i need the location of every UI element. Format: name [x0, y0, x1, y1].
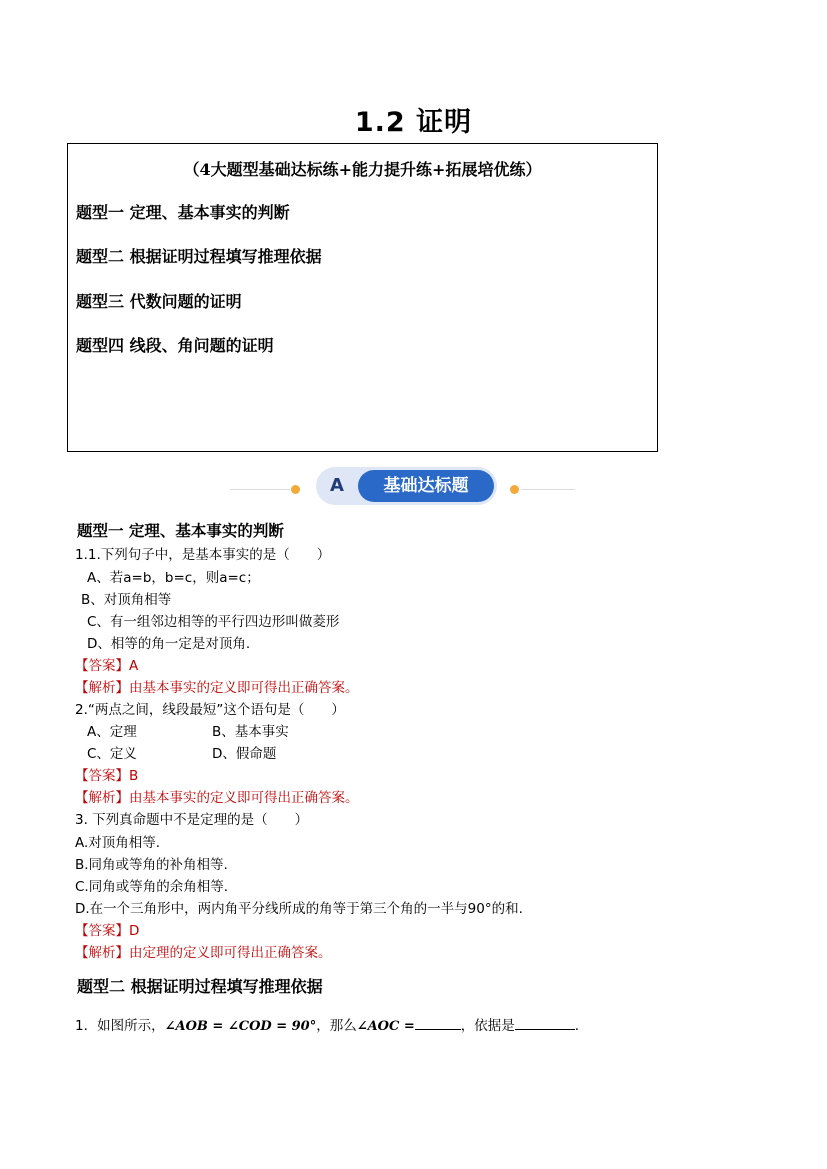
- angle-aoc-expression: ∠AOC =: [356, 1019, 415, 1034]
- option-d: D、相等的角一定是对顶角.: [87, 636, 251, 652]
- answer-line: [75, 654, 138, 674]
- analysis-text: 由定理的定义即可得出正确答案。: [129, 945, 332, 961]
- banner-divider-right: [521, 489, 575, 490]
- banner-pill: [316, 467, 497, 505]
- option-a: A、定理: [87, 724, 137, 740]
- page-title: 1.2 证明: [354, 107, 473, 138]
- option-c: C、定义: [87, 746, 137, 762]
- answer-value: D: [129, 923, 140, 939]
- banner-letter: A: [330, 475, 344, 496]
- analysis-text: 由基本事实的定义即可得出正确答案。: [129, 680, 359, 696]
- option-a: A、若a=b，b=c，则a=c；: [87, 570, 260, 586]
- analysis-tag: 【解析】: [75, 945, 129, 961]
- answer-line: [75, 919, 139, 939]
- banner-divider-left: [230, 489, 290, 490]
- section-banner: [230, 466, 575, 506]
- option-b: B、基本事实: [212, 724, 289, 740]
- analysis-line: [75, 676, 359, 696]
- question-mid: ，那么: [316, 1018, 357, 1034]
- option-c: C.同角或等角的余角相等.: [75, 879, 229, 895]
- question-stem: 2.“两点之间，线段最短”这个语句是（ ）: [75, 702, 345, 718]
- summary-item: 题型三 代数问题的证明: [76, 292, 242, 311]
- angle-expression: ∠AOB = ∠COD = 90°: [164, 1019, 317, 1034]
- answer-tag: 【答案】: [75, 658, 129, 674]
- question-stem: 3. 下列真命题中不是定理的是（ ）: [75, 812, 309, 828]
- question-line: [75, 1014, 579, 1034]
- section-heading: 题型二 根据证明过程填写推理依据: [77, 977, 323, 996]
- question-mid2: ，依据是: [460, 1018, 515, 1034]
- option-b: B.同角或等角的补角相等.: [75, 857, 228, 873]
- banner-dot-right: [510, 485, 519, 494]
- analysis-tag: 【解析】: [75, 680, 129, 696]
- question-prefix: 1．如图所示，: [75, 1018, 165, 1034]
- summary-box: [67, 143, 658, 452]
- option-a: A.对顶角相等.: [75, 835, 161, 851]
- summary-subtitle: （4大题型基础达标练+能力提升练+拓展培优练）: [183, 160, 542, 179]
- answer-line: [75, 764, 138, 784]
- section-heading: 题型一 定理、基本事实的判断: [77, 521, 284, 540]
- summary-item: 题型一 定理、基本事实的判断: [76, 203, 290, 222]
- analysis-tag: 【解析】: [75, 790, 129, 806]
- option-d: D、假命题: [212, 746, 277, 762]
- analysis-line: [75, 786, 359, 806]
- option-d: D.在一个三角形中，两内角平分线所成的角等于第三个角的一半与90°的和.: [75, 901, 523, 917]
- question-end: .: [574, 1018, 580, 1034]
- option-c: C、有一组邻边相等的平行四边形叫做菱形: [87, 614, 340, 630]
- option-b: B、对顶角相等: [81, 592, 172, 608]
- analysis-text: 由基本事实的定义即可得出正确答案。: [129, 790, 359, 806]
- analysis-line: [75, 941, 332, 961]
- banner-label: 基础达标题: [358, 470, 494, 502]
- summary-item: 题型二 根据证明过程填写推理依据: [76, 247, 322, 266]
- answer-tag: 【答案】: [75, 923, 129, 939]
- banner-dot-left: [291, 485, 300, 494]
- answer-blank[interactable]: [415, 1015, 461, 1030]
- question-stem: 1.1.下列句子中，是基本事实的是（ ）: [75, 547, 331, 563]
- reason-blank[interactable]: [515, 1015, 575, 1030]
- answer-value: B: [129, 768, 139, 784]
- answer-value: A: [129, 658, 139, 674]
- summary-item: 题型四 线段、角问题的证明: [76, 336, 274, 355]
- answer-tag: 【答案】: [75, 768, 129, 784]
